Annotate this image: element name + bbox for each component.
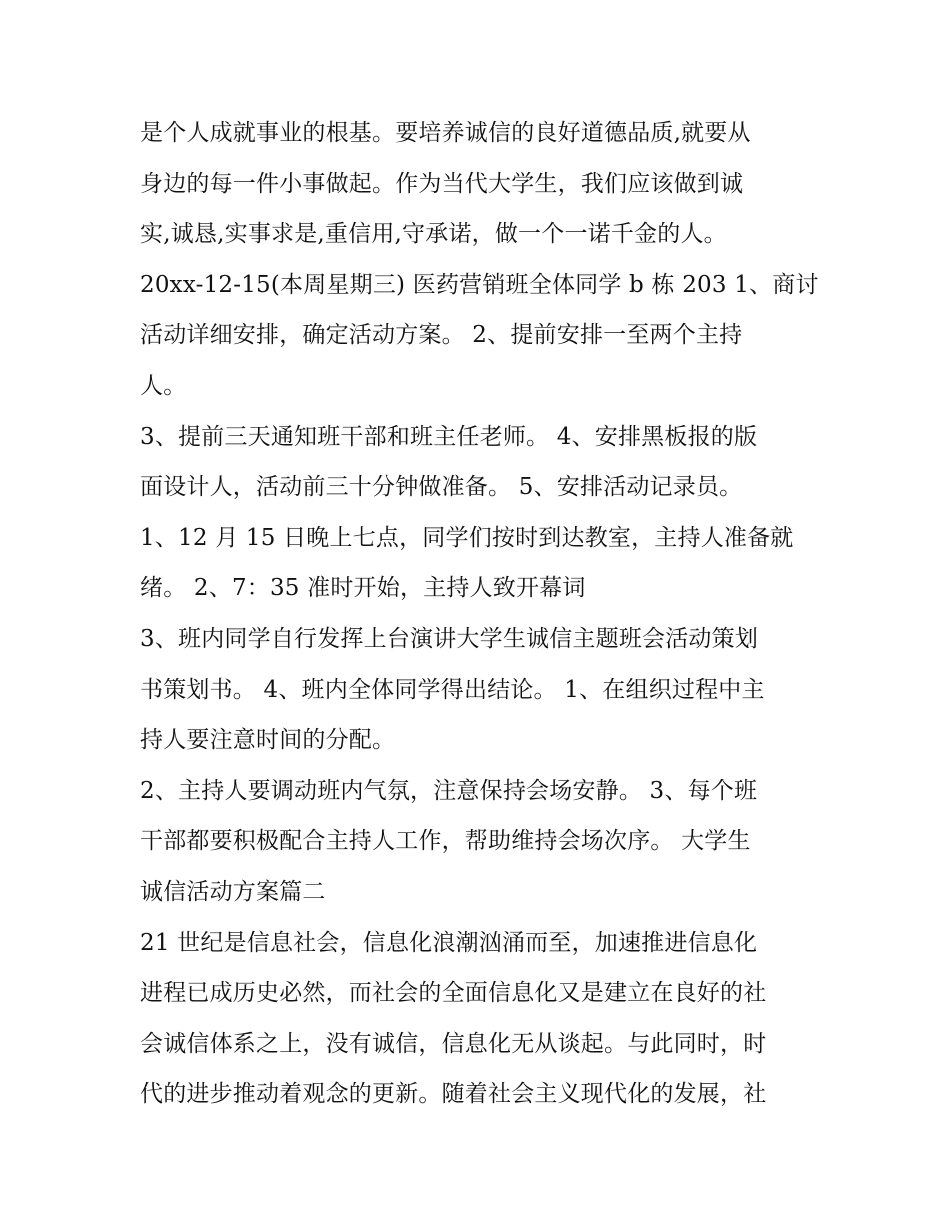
section-heading: 诚信活动方案篇二 bbox=[140, 878, 326, 905]
text-line: 21 世纪是信息社会，信息化浪潮汹涌而至，加速推进信息化 bbox=[140, 929, 758, 956]
text-line: 持人要注意时间的分配。 bbox=[140, 727, 396, 754]
text-line: 面设计人，活动前三十分钟做准备。 5、安排活动记录员。 bbox=[140, 474, 743, 501]
text-line: 20xx-12-15(本周星期三) 医药营销班全体同学 b 栋 203 1、商讨 bbox=[140, 271, 819, 298]
body-text bbox=[140, 108, 830, 1120]
text-line: 活动详细安排，确定活动方案。 2、提前安排一至两个主持 bbox=[140, 322, 743, 349]
text-line: 3、班内同学自行发挥上台演讲大学生诚信主题班会活动策划 bbox=[140, 625, 759, 652]
text-line: 身边的每一件小事做起。作为当代大学生，我们应该做到诚 bbox=[140, 170, 744, 197]
text-line: 1、12 月 15 日晚上七点，同学们按时到达教室，主持人准备就 bbox=[140, 524, 794, 551]
text-line: 干部都要积极配合主持人工作，帮助维持会场次序。 大学生 bbox=[140, 828, 751, 855]
text-line: 代的进步推动着观念的更新。随着社会主义现代化的发展，社 bbox=[140, 1081, 767, 1108]
text-line: 书策划书。 4、班内全体同学得出结论。 1、在组织过程中主 bbox=[140, 676, 765, 703]
text-line: 会诚信体系之上，没有诚信，信息化无从谈起。与此同时，时 bbox=[140, 1030, 767, 1057]
text-line: 进程已成历史必然，而社会的全面信息化又是建立在良好的社 bbox=[140, 980, 767, 1007]
text-line: 绪。 2、7：35 准时开始，主持人致开幕词 bbox=[140, 575, 586, 602]
text-line: 是个人成就事业的根基。要培养诚信的良好道德品质,就要从 bbox=[140, 120, 751, 146]
text-line: 实,诚恳,实事求是,重信用,守承诺，做一个一诺千金的人。 bbox=[140, 221, 727, 248]
text-line: 人。 bbox=[140, 372, 187, 399]
text-line: 2、主持人要调动班内气氛，注意保持会场安静。 3、每个班 bbox=[140, 777, 758, 804]
text-line: 3、提前三天通知班干部和班主任老师。 4、安排黑板报的版 bbox=[140, 423, 758, 450]
